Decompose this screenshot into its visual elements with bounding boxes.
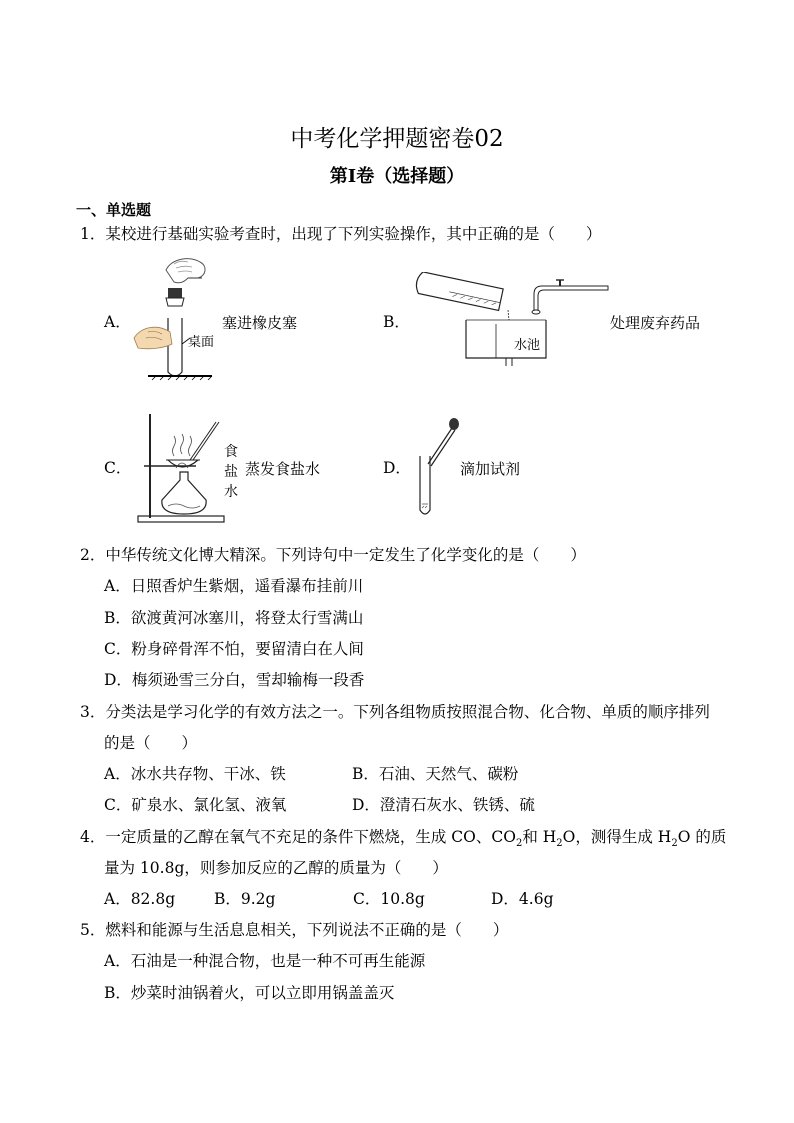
question-text: 某校进行基础实验考查时，出现了下列实验操作，其中正确的是（ ）	[105, 225, 602, 243]
q4-option-b: B．9.2g	[214, 890, 276, 908]
stopper-insertion-illustration	[128, 252, 223, 382]
question-3-line2: 的是（ ）	[104, 734, 198, 752]
q2-option-d: D．梅须逊雪三分白，雪却输梅一段香	[104, 671, 365, 689]
side-label-3: 水	[224, 484, 238, 500]
sink-label: 水池	[514, 338, 541, 353]
page-subtitle: 第I卷（选择题）	[329, 166, 465, 187]
option-c-caption: 蒸发食盐水	[245, 460, 321, 478]
q2-option-c: C．粉身碎骨浑不怕，要留清白在人间	[104, 640, 364, 658]
side-label-2: 盐	[224, 464, 238, 480]
section-heading: 一、单选题	[76, 201, 152, 219]
question-2	[80, 545, 586, 565]
option-c-letter: C．	[104, 459, 132, 477]
question-number: 4．	[80, 828, 106, 846]
question-text: 中华传统文化博大精深。下列诗句中一定发生了化学变化的是（ ）	[105, 546, 586, 564]
question-4: 4．一定质量的乙醇在氧气不充足的条件下燃烧，生成 CO、$CO_2$和 $H_2O$，测得生成 $H_2O$ 的质	[80, 828, 727, 850]
question-3	[80, 702, 710, 722]
evaporation-illustration	[134, 410, 234, 526]
waste-disposal-illustration	[410, 272, 610, 372]
question-5	[80, 920, 508, 940]
question-number: 3．	[80, 703, 106, 721]
q3-option-b: B．石油、天然气、碳粉	[352, 765, 519, 783]
question-number: 5．	[80, 921, 106, 939]
option-d-caption: 滴加试剂	[460, 460, 521, 478]
question-text-line1: 分类法是学习化学的有效方法之一。下列各组物质按照混合物、化合物、单质的顺序排列	[105, 703, 710, 721]
dropper-illustration	[410, 416, 460, 522]
q3-option-d: D．澄清石灰水、铁锈、硫	[352, 796, 535, 814]
page-title: 中考化学押题密卷02	[290, 126, 504, 152]
question-1	[80, 224, 601, 244]
option-a-caption: 塞进橡皮塞	[222, 314, 298, 332]
q4-option-a: A．82.8g	[104, 890, 176, 908]
q4-option-c: C．10.8g	[353, 890, 425, 908]
question-number: 2．	[80, 546, 106, 564]
side-label-1: 食	[224, 444, 238, 460]
q3-option-c: C．矿泉水、氯化氢、液氧	[104, 796, 287, 814]
q2-option-b: B．欲渡黄河冰塞川，将登太行雪满山	[104, 609, 364, 627]
option-a-letter: A．	[104, 313, 131, 331]
question-number: 1．	[80, 225, 106, 243]
q5-option-b: B．炒菜时油锅着火，可以立即用锅盖盖灭	[104, 984, 395, 1002]
q3-option-a: A．冰水共存物、干冰、铁	[104, 765, 286, 783]
question-text: 燃料和能源与生活息息相关，下列说法不正确的是（ ）	[105, 921, 509, 939]
question-4-line2: 量为 10.8g，则参加反应的乙醇的质量为（ ）	[104, 859, 448, 877]
table-label: 桌面	[188, 335, 215, 350]
q5-option-a: A．石油是一种混合物，也是一种不可再生能源	[104, 952, 426, 970]
option-d-letter: D．	[383, 459, 411, 477]
option-b-letter: B．	[383, 313, 410, 331]
q2-option-a: A．日照香炉生紫烟，遥看瀑布挂前川	[104, 577, 364, 595]
q4-option-d: D．4.6g	[491, 890, 554, 908]
option-b-caption: 处理废弃药品	[610, 314, 701, 332]
